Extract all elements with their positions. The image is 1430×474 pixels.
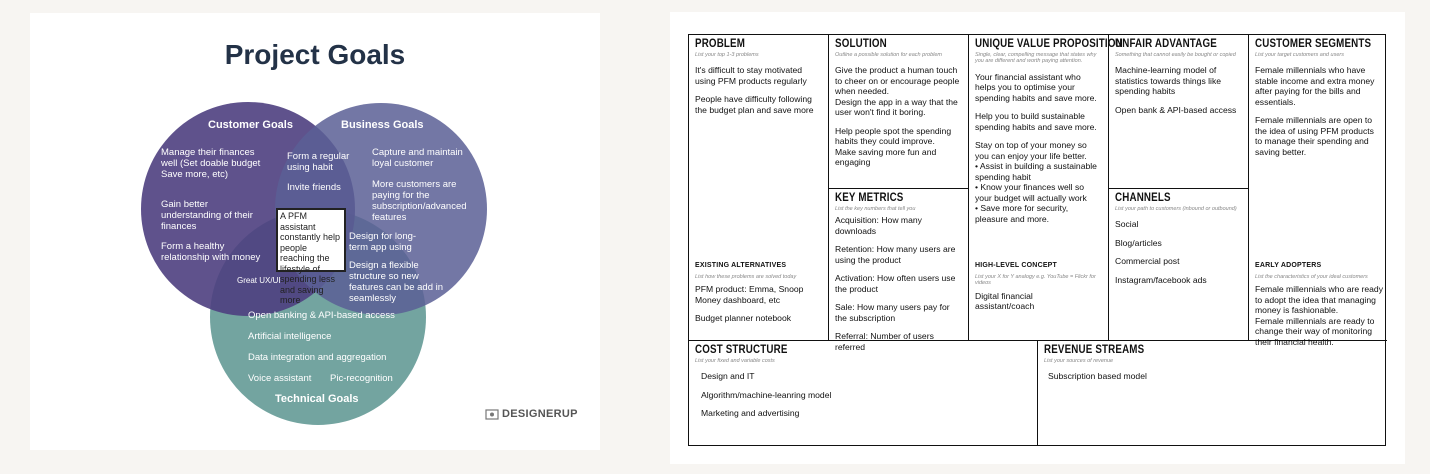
early-adopter-item: Female millennials who are ready to adopt the idea that managing money is fashionable. — [1255, 284, 1384, 315]
problem-cell — [689, 35, 829, 341]
cost-item: Design and IT — [701, 371, 755, 381]
solution-subtitle: Outline a possible solution for each problem — [835, 51, 943, 58]
customer-segments-cell — [1249, 35, 1387, 347]
uvp-item: Help you to build sustainable spending habits and save more. — [975, 111, 1097, 132]
channel-item: Social — [1115, 219, 1139, 229]
overlap-item: Form a regular using habit — [287, 151, 350, 173]
metric-item: Acquisition: How many downloads — [835, 215, 922, 236]
channel-item: Commercial post — [1115, 256, 1180, 266]
revenue-streams-cell — [1038, 341, 1387, 446]
problem-item: People have difficulty following the budget plan and save more — [695, 94, 814, 115]
high-level-concept-subtitle: List your X for Y analogy e.g. YouTube = Flickr for videos — [975, 273, 1096, 286]
uvp-item: • Assist in building a sustainable spending habit — [975, 161, 1097, 182]
channel-item: Instagram/facebook ads — [1115, 274, 1207, 285]
lean-canvas-panel — [670, 12, 1405, 464]
solution-item: Design the app in a way that the user won't find it boring. — [835, 96, 958, 117]
uvp-item: • Know your finances well so your budget will actually work — [975, 182, 1087, 203]
channel-item: Blog/articles — [1115, 237, 1162, 248]
customer-goals-heading: Customer Goals — [208, 119, 293, 131]
revenue-streams-subtitle: List your sources of revenue — [1044, 357, 1114, 364]
designerup-logo: DESIGNERUP — [485, 407, 578, 421]
key-metrics-cell — [829, 189, 969, 352]
early-adopters-title: EARLY ADOPTERS — [1255, 262, 1322, 269]
overlap-item: Invite friends — [287, 182, 341, 193]
existing-alternatives-subtitle: List how these problems are solved today — [695, 273, 797, 280]
channels-cell — [1109, 189, 1249, 341]
uvp-title: UNIQUE VALUE PROPOSITION — [975, 38, 1123, 50]
problem-subtitle: List your top 1-3 problems — [695, 51, 759, 58]
high-level-concept-title: HIGH-LEVEL CONCEPT — [975, 262, 1058, 269]
customer-segments-subtitle: List your target customers and users — [1255, 51, 1344, 58]
segment-item: Female millennials are open to the idea of using PFM products to manage their spending and saving better. — [1255, 115, 1374, 157]
solution-title: SOLUTION — [835, 38, 887, 50]
customer-goal-item: Form a healthy relationship with money — [161, 241, 261, 263]
customer-goal-item: Gain better understanding of their finances — [161, 199, 253, 232]
solution-item: Give the product a human touch to cheer on or encourage people when needed. — [835, 65, 960, 96]
business-goals-heading: Business Goals — [341, 119, 424, 131]
technical-goals-heading: Technical Goals — [275, 393, 359, 405]
solution-item: Help people spot the spending habits they could improve. — [835, 125, 952, 146]
key-metrics-title: KEY METRICS — [835, 192, 904, 204]
uvp-cell — [969, 35, 1123, 341]
technical-goal-item: Pic-recognition — [330, 373, 393, 384]
customer-segments-title: CUSTOMER SEGMENTS — [1255, 38, 1372, 50]
business-goal-item: Capture and maintain loyal customer — [372, 147, 463, 169]
existing-alternatives-title: EXISTING ALTERNATIVES — [695, 262, 787, 269]
metric-item: Referral: Number of users referred — [835, 331, 934, 352]
venn-title: Project Goals — [224, 39, 406, 70]
alternative-item: Budget planner notebook — [695, 313, 792, 323]
business-goal-item: More customers are paying for the subscription/advanced features — [372, 179, 467, 223]
cost-structure-cell — [689, 341, 1038, 446]
problem-item: It's difficult to stay motivated using PFM products regularly — [695, 65, 807, 86]
channels-title: CHANNELS — [1115, 192, 1171, 204]
uvp-item: • Save more for security, pleasure and more. — [975, 203, 1069, 224]
uvp-item: Your financial assistant who helps you to optimise your spending habits and save more. — [975, 71, 1097, 103]
logo-mark-icon — [485, 407, 499, 421]
high-level-concept-text: Digital financial assistant/coach — [975, 290, 1035, 311]
metric-item: Activation: How often users use the product — [835, 273, 956, 294]
metric-item: Retention: How many users are using the product — [835, 244, 956, 265]
overlap-item: Great UX/UI — [237, 276, 281, 285]
technical-goal-item: Artificial intelligence — [248, 331, 332, 342]
revenue-item: Subscription based model — [1048, 371, 1147, 381]
segment-item: Female millennials who have stable income and extra money after paying for the bills and essentials. — [1255, 65, 1375, 107]
technical-goal-item: Data integration and aggregation — [248, 352, 387, 363]
unfair-advantage-cell — [1109, 35, 1249, 189]
lean-canvas-grid — [688, 34, 1386, 446]
key-metrics-subtitle: List the key numbers that tell you — [835, 205, 916, 212]
overlap-item: Design for long-term app using — [349, 231, 417, 253]
customer-goal-item: Manage their finances well (Set doable budget Save more, etc) — [161, 147, 261, 180]
cost-item: Algorithm/machine-leanring model — [701, 389, 832, 400]
cost-item: Marketing and advertising — [701, 408, 800, 418]
uvp-subtitle: Single, clear, compelling message that states why you are different and worth paying attention. — [975, 51, 1097, 64]
center-statement: A PFM assistant constantly help people reaching the lifestyle of spending less and saving more — [276, 208, 346, 272]
technical-goal-item: Voice assistant — [248, 373, 312, 384]
overlap-item: Design a flexible structure so new features can be add in seamlessly — [349, 260, 444, 304]
advantage-item: Open bank & API-based access — [1115, 104, 1237, 115]
cost-structure-title: COST STRUCTURE — [695, 344, 788, 356]
technical-goal-item: Open banking & API-based access — [248, 310, 395, 321]
solution-cell — [829, 35, 969, 189]
revenue-streams-title: REVENUE STREAMS — [1044, 344, 1145, 356]
alternative-item: PFM product: Emma, Snoop Money dashboard, etc — [695, 284, 804, 305]
problem-title: PROBLEM — [695, 38, 746, 50]
advantage-item: Machine-learning model of statistics towards things like spending habits — [1115, 65, 1222, 96]
uvp-item: Stay on top of your money so you can enjoy your life better. — [975, 140, 1087, 161]
early-adopter-item: Female millennials are ready to change their way of monitoring their financial health. — [1255, 315, 1375, 347]
unfair-advantage-subtitle: Something that cannot easily be bought or copied — [1115, 51, 1236, 58]
cost-structure-subtitle: List your fixed and variable costs — [695, 357, 775, 364]
channels-subtitle: List your path to customers (inbound or outbound) — [1115, 205, 1237, 212]
unfair-advantage-title: UNFAIR ADVANTAGE — [1115, 38, 1217, 50]
early-adopters-subtitle: List the characteristics of your ideal customers — [1255, 273, 1368, 280]
solution-item: Make saving more fun and engaging — [835, 146, 937, 167]
venn-panel — [30, 13, 600, 450]
metric-item: Sale: How many users pay for the subscription — [835, 302, 950, 323]
